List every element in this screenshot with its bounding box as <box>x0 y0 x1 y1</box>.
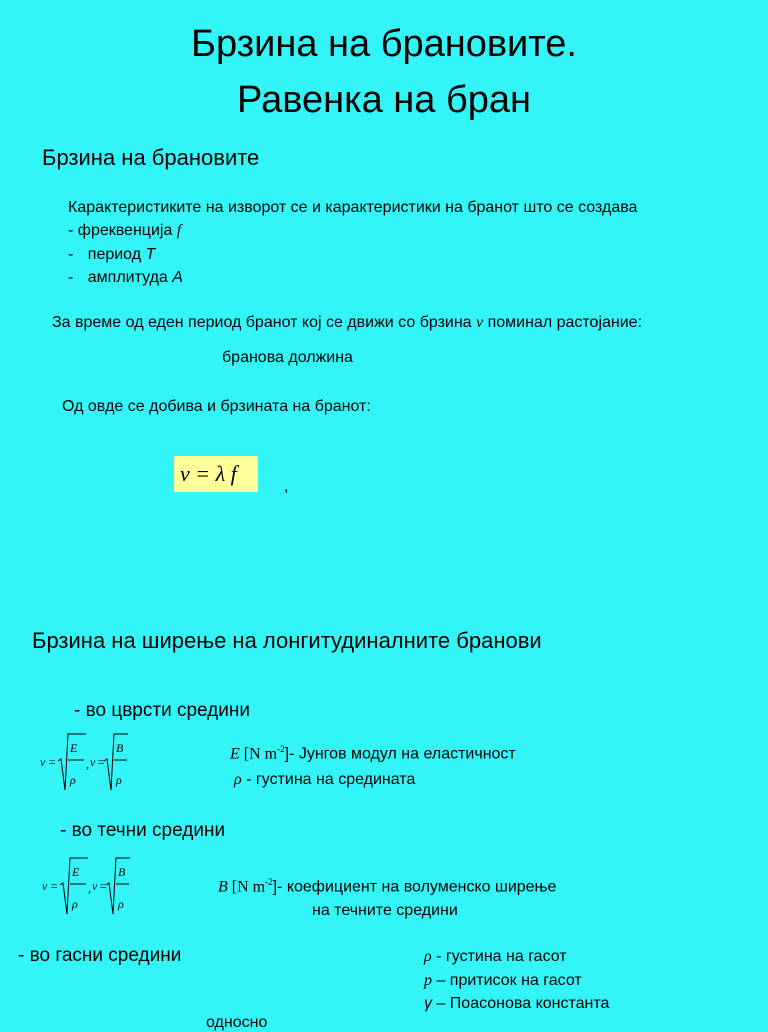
page-title-line2: Равенка на бран <box>237 79 531 121</box>
gases-label: - во гасни средини <box>18 945 182 966</box>
amplitude-symbol: A <box>172 269 183 286</box>
odnosno-text: односно <box>206 1014 268 1031</box>
svg-text:v: v <box>92 879 98 893</box>
solids-def-density: ρ - густина на средината <box>234 771 416 788</box>
svg-text:ρ: ρ <box>72 897 78 911</box>
velocity-symbol: v <box>476 314 484 331</box>
gas-def-poisson: γ – Поасонова константа <box>424 995 610 1012</box>
period-symbol: T <box>145 246 156 263</box>
formula-eq2: = <box>97 755 106 769</box>
formula-rho: ρ <box>70 773 76 787</box>
wave-speed-formula: v = λ f <box>174 456 258 492</box>
svg-text:,: , <box>88 881 91 895</box>
period-sentence: За време од еден период бранот кој се движи со брзина v поминал растојание: <box>52 314 643 331</box>
from-here-text: Од овде се добива и брзината на бранот: <box>62 398 371 415</box>
list-dash: - <box>68 269 74 286</box>
list-item-label: период <box>87 246 146 263</box>
list-item-label: амплитуда <box>87 269 173 286</box>
liquids-def-bulk-cont: на течните средини <box>312 902 458 919</box>
formula-eq: = <box>48 755 57 769</box>
page-title-line1: Брзина на брановите. <box>191 23 577 65</box>
svg-text:=: = <box>99 879 108 893</box>
formula-rho2: ρ <box>116 773 122 787</box>
list-dash: - <box>68 246 74 263</box>
svg-text:v: v <box>42 879 48 893</box>
formula-E: E <box>70 741 78 755</box>
svg-text:ρ: ρ <box>118 897 124 911</box>
list-item-frequency <box>68 222 181 240</box>
list-item-label: - фреквенција <box>68 222 177 239</box>
wavelength-label: бранова должина <box>222 349 353 366</box>
formula-v: v <box>40 755 46 769</box>
solids-def-young: E [N $m^{-2}]-$ Јунгов модул на еластичност <box>230 744 516 763</box>
gas-def-density: ρ - густина на гасот <box>424 948 567 965</box>
svg-text:B: B <box>118 865 126 879</box>
gas-def-pressure: p – притисок на гасот <box>424 972 582 989</box>
formula-B: B <box>116 741 124 755</box>
solids-label: - во цврсти средини <box>74 700 250 721</box>
svg-text:E: E <box>72 865 80 879</box>
list-item-period <box>68 246 155 264</box>
section-heading-longitudinal: Брзина на ширење на лонгитудиналните бранови <box>32 628 542 653</box>
liquids-speed-formula <box>40 852 132 920</box>
frequency-symbol: f <box>176 222 182 239</box>
formula-sep: , <box>86 757 89 771</box>
section-heading-wave-speed: Брзина на брановите <box>42 145 260 170</box>
solids-speed-formula <box>38 728 130 796</box>
svg-text:=: = <box>50 879 59 893</box>
liquids-def-bulk: B [N $m^{-2}]-$ коефициент на волуменско ширење <box>218 877 557 896</box>
characteristics-intro: Карактеристиките на изворот се и карактеристики на бранот што се создава <box>68 199 638 216</box>
liquids-label: - во течни средини <box>60 820 226 841</box>
list-item-amplitude <box>68 269 183 287</box>
formula-comma: , <box>284 478 289 495</box>
formula-v2: v <box>90 755 96 769</box>
